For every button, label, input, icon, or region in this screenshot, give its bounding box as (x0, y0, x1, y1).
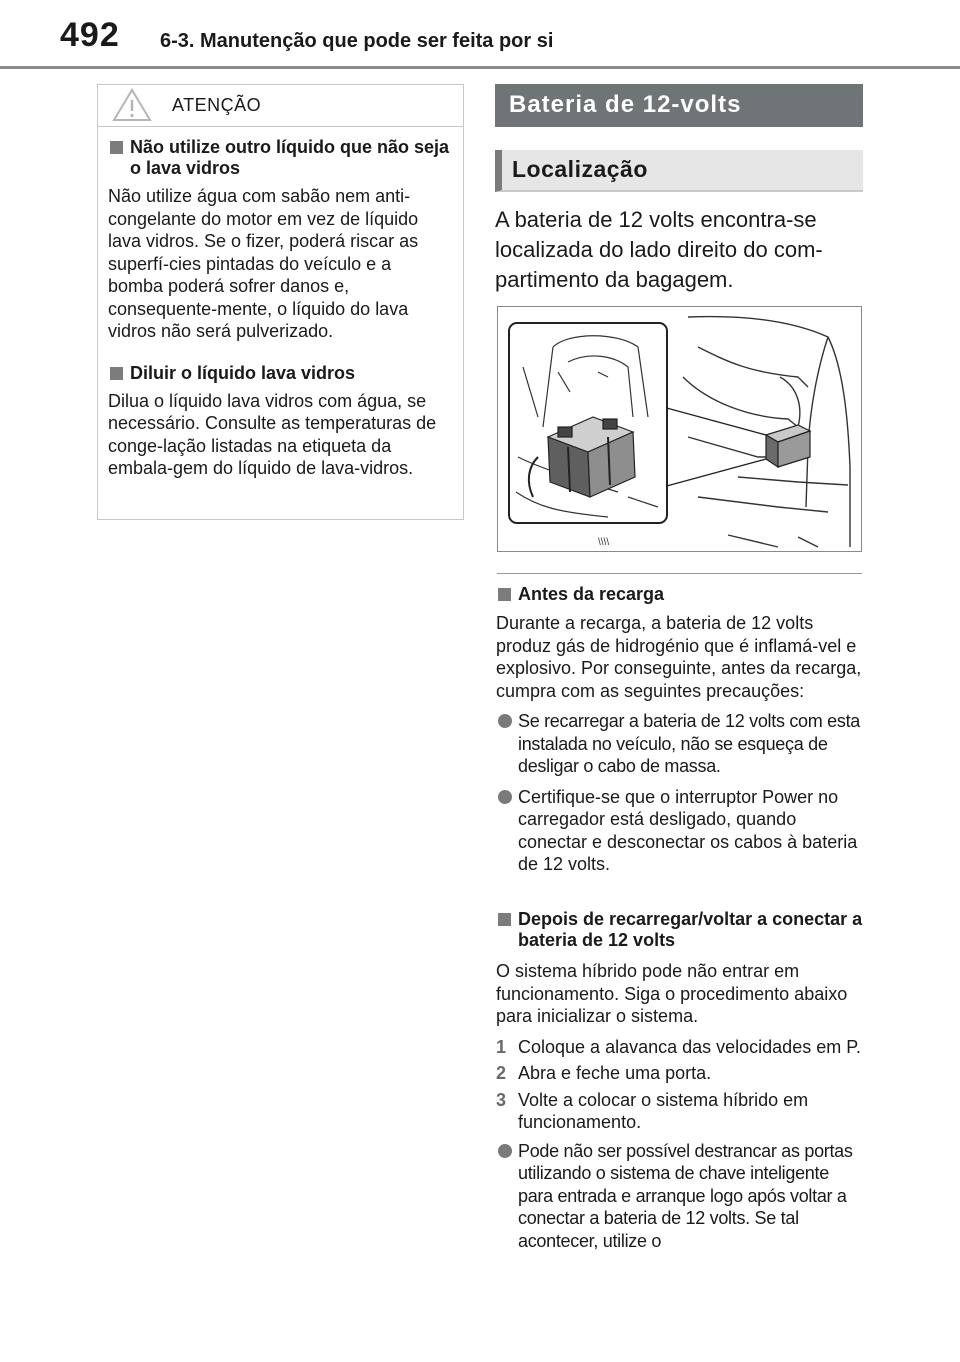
round-bullet-icon (498, 790, 512, 804)
square-bullet-icon (498, 588, 511, 601)
luggage-compartment-drawing (498, 307, 861, 551)
round-bullet-icon (498, 1144, 512, 1158)
warning-title: ATENÇÃO (172, 95, 262, 115)
svg-text:\\\\: \\\\ (598, 537, 610, 548)
after-charge-heading: Depois de recarregar/voltar a conectar a bateria de 12 volts (496, 909, 864, 951)
warning-text-2: Dilua o líquido lava vidros com água, se necessário. Consulte as temperaturas de conge-lação listadas na etiqueta da embala-gem do líquido de lava-vidros. (108, 390, 437, 478)
section-banner: Bateria de 12-volts (495, 84, 863, 127)
warning-box (97, 84, 464, 520)
warning-header (98, 85, 463, 127)
after-charge-text: O sistema híbrido pode não entrar em funcionamento. Siga o procedimento abaixo para inicializar o sistema. (496, 961, 848, 1026)
page-number: 492 (60, 16, 120, 54)
warning-triangle-icon (112, 88, 152, 122)
lead-paragraph: A bateria de 12 volts encontra-se localizada do lado direito do com-partimento da bagagem. (495, 207, 823, 292)
warning-text-1: Não utilize água com sabão nem anti-congelante do motor em vez de líquido lava vidros. Se o fizer, poderá riscar as superfí-cies pintadas do veículo e a bomba poderá sofrer danos e, consequente-mente, o líquido do lava vidros não será pulverizado. (108, 186, 419, 341)
before-charge-heading: Antes da recarga (496, 584, 864, 605)
after-charge-bullet-1: Pode não ser possível destrancar as portas utilizando o sistema de chave inteligente para entrada e arranque logo após voltar a conectar a bateria de 12 volts. Se tal acontecer, utilize o (496, 1140, 864, 1253)
round-bullet-icon (498, 714, 512, 728)
step-2: 2 Abra e feche uma porta. (496, 1063, 712, 1083)
header-rule (0, 66, 960, 69)
section-subheading: Localização (495, 150, 863, 192)
square-bullet-icon (110, 141, 123, 154)
chapter-title: 6-3. Manutenção que pode ser feita por si (160, 30, 554, 52)
step-1: 1 Coloque a alavanca das velocidades em P. (496, 1036, 861, 1057)
before-charge-bullet-1: Se recarregar a bateria de 12 volts com esta instalada no veículo, não se esqueça de desligar o cabo de massa. (496, 710, 864, 778)
after-charge-section (496, 905, 864, 1252)
warning-heading-2: Diluir o líquido lava vidros (108, 363, 451, 384)
warning-heading-1: Não utilize outro líquido que não seja o lava vidros (108, 137, 451, 179)
square-bullet-icon (110, 367, 123, 380)
square-bullet-icon (498, 913, 511, 926)
before-charge-section (496, 580, 864, 876)
before-charge-text: Durante a recarga, a bateria de 12 volts produz gás de hidrogénio que é inflamá-vel e explosivo. Por conseguinte, antes da recarga, cumpra com as seguintes precauções: (496, 613, 862, 701)
battery-location-illustration (497, 306, 862, 552)
figure-divider (497, 573, 862, 574)
before-charge-bullet-2: Certifique-se que o interruptor Power no carregador está desligado, quando conectar e desconectar os cabos à bateria de 12 volts. (496, 786, 864, 876)
step-3: 3 Volte a colocar o sistema híbrido em funcionamento. (496, 1089, 809, 1132)
